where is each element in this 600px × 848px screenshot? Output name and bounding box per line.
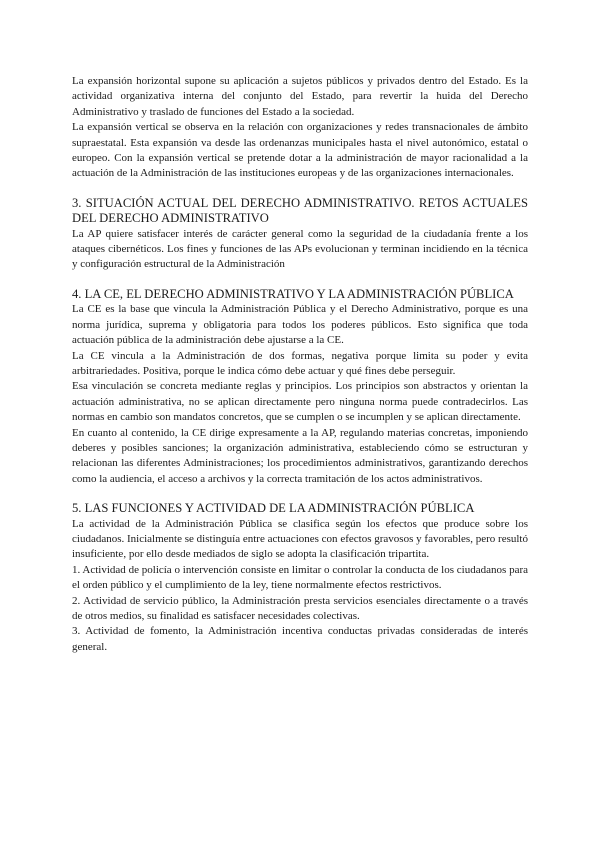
paragraph-section-4-4: En cuanto al contenido, la CE dirige expresamente a la AP, regulando materias concretas, imponiendo deberes y posibles sanciones; la organización administrativa, estableciendo cómo se estructuran y relacionan las diferentes Administraciones; los procedimientos administrativos, garantizando derechos como la audiencia, el acceso a archivos y la correcta tramitación de los actos administrativos.: [72, 426, 528, 485]
spacer: [72, 487, 528, 501]
paragraph-section-4-2: La CE vincula a la Administración de dos formas, negativa porque limita su poder y evita arbitrariedades. Positiva, porque le indica cómo debe actuar y qué fines debe perseguir.: [72, 349, 528, 377]
heading-section-3: 3. SITUACIÓN ACTUAL DEL DERECHO ADMINISTRATIVO. RETOS ACTUALES DEL DERECHO ADMINISTRATIVO: [72, 195, 528, 226]
paragraph-section-3: La AP quiere satisfacer interés de carácter general como la seguridad de la ciudadanía frente a los ataques cibernéticos. Los fines y funciones de las APs evolucionan y terminan incidiendo en la técnica y configuración estructural de la Administración: [72, 227, 528, 271]
list-item-policia: 1. Actividad de policía o intervención consiste en limitar o controlar la conducta de los ciudadanos para el orden público y el cumplimiento de la ley, tiene normalmente efectos restrictivos.: [72, 563, 528, 592]
heading-section-5: 5. LAS FUNCIONES Y ACTIVIDAD DE LA ADMINISTRACIÓN PÚBLICA: [72, 501, 475, 516]
list-item-servicio-publico: 2. Actividad de servicio público, la Administración presta servicios esenciales directamente o a través de otros medios, su finalidad es satisfacer necesidades colectivas.: [72, 594, 528, 622]
paragraph-horizontal-expansion: La expansión horizontal supone su aplicación a sujetos públicos y privados dentro del Estado. Es la actividad organizativa interna del conjunto del Estado, para revertir la huida del Derecho Administrativo y traslado de funciones del Estado a la sociedad.: [72, 75, 528, 118]
paragraph-section-4-3: Esa vinculación se concreta mediante reglas y principios. Los principios son abstractos y orientan la actuación administrativa, no se aplican directamente pero ninguna norma puede contradecirlos. Las normas en cambio son mandatos concretos, que se cumplen o se incumplen y se aplican directamente.: [72, 380, 528, 424]
paragraph-vertical-expansion: La expansión vertical se observa en la relación con organizaciones y redes transnacionales de ámbito supraestatal. Esta expansión va desde las ordenanzas municipales hasta el nivel autonómico, estatal o europeo. Con la expansión vertical se pretende dotar a la administración de mayor racionalidad a la actuación de la Administración de las instituciones europeas y de las organizaciones internacionales.: [72, 121, 528, 180]
document-page: [72, 74, 528, 655]
spacer: [72, 273, 528, 287]
spacer: [72, 182, 528, 196]
paragraph-section-4-1: La CE es la base que vincula la Administración Pública y el Derecho Administrativo, porque es una norma jurídica, suprema y obligatoria para todos los poderes públicos. Esto significa que toda actuación pública de la administración debe ajustarse a la CE.: [72, 303, 528, 347]
list-item-fomento: 3. Actividad de fomento, la Administración incentiva conductas privadas consideradas de interés general.: [72, 625, 528, 653]
paragraph-section-5-1: La actividad de la Administración Pública se clasifica según los efectos que produce sobre los ciudadanos. Inicialmente se distinguía entre actuaciones con efectos gravosos y favorables, pero resultó insuficiente, por ello desde mediados de siglo se adopta la clasificación tripartita.: [72, 517, 528, 561]
heading-section-4: 4. LA CE, EL DERECHO ADMINISTRATIVO Y LA ADMINISTRACIÓN PÚBLICA: [72, 286, 514, 301]
